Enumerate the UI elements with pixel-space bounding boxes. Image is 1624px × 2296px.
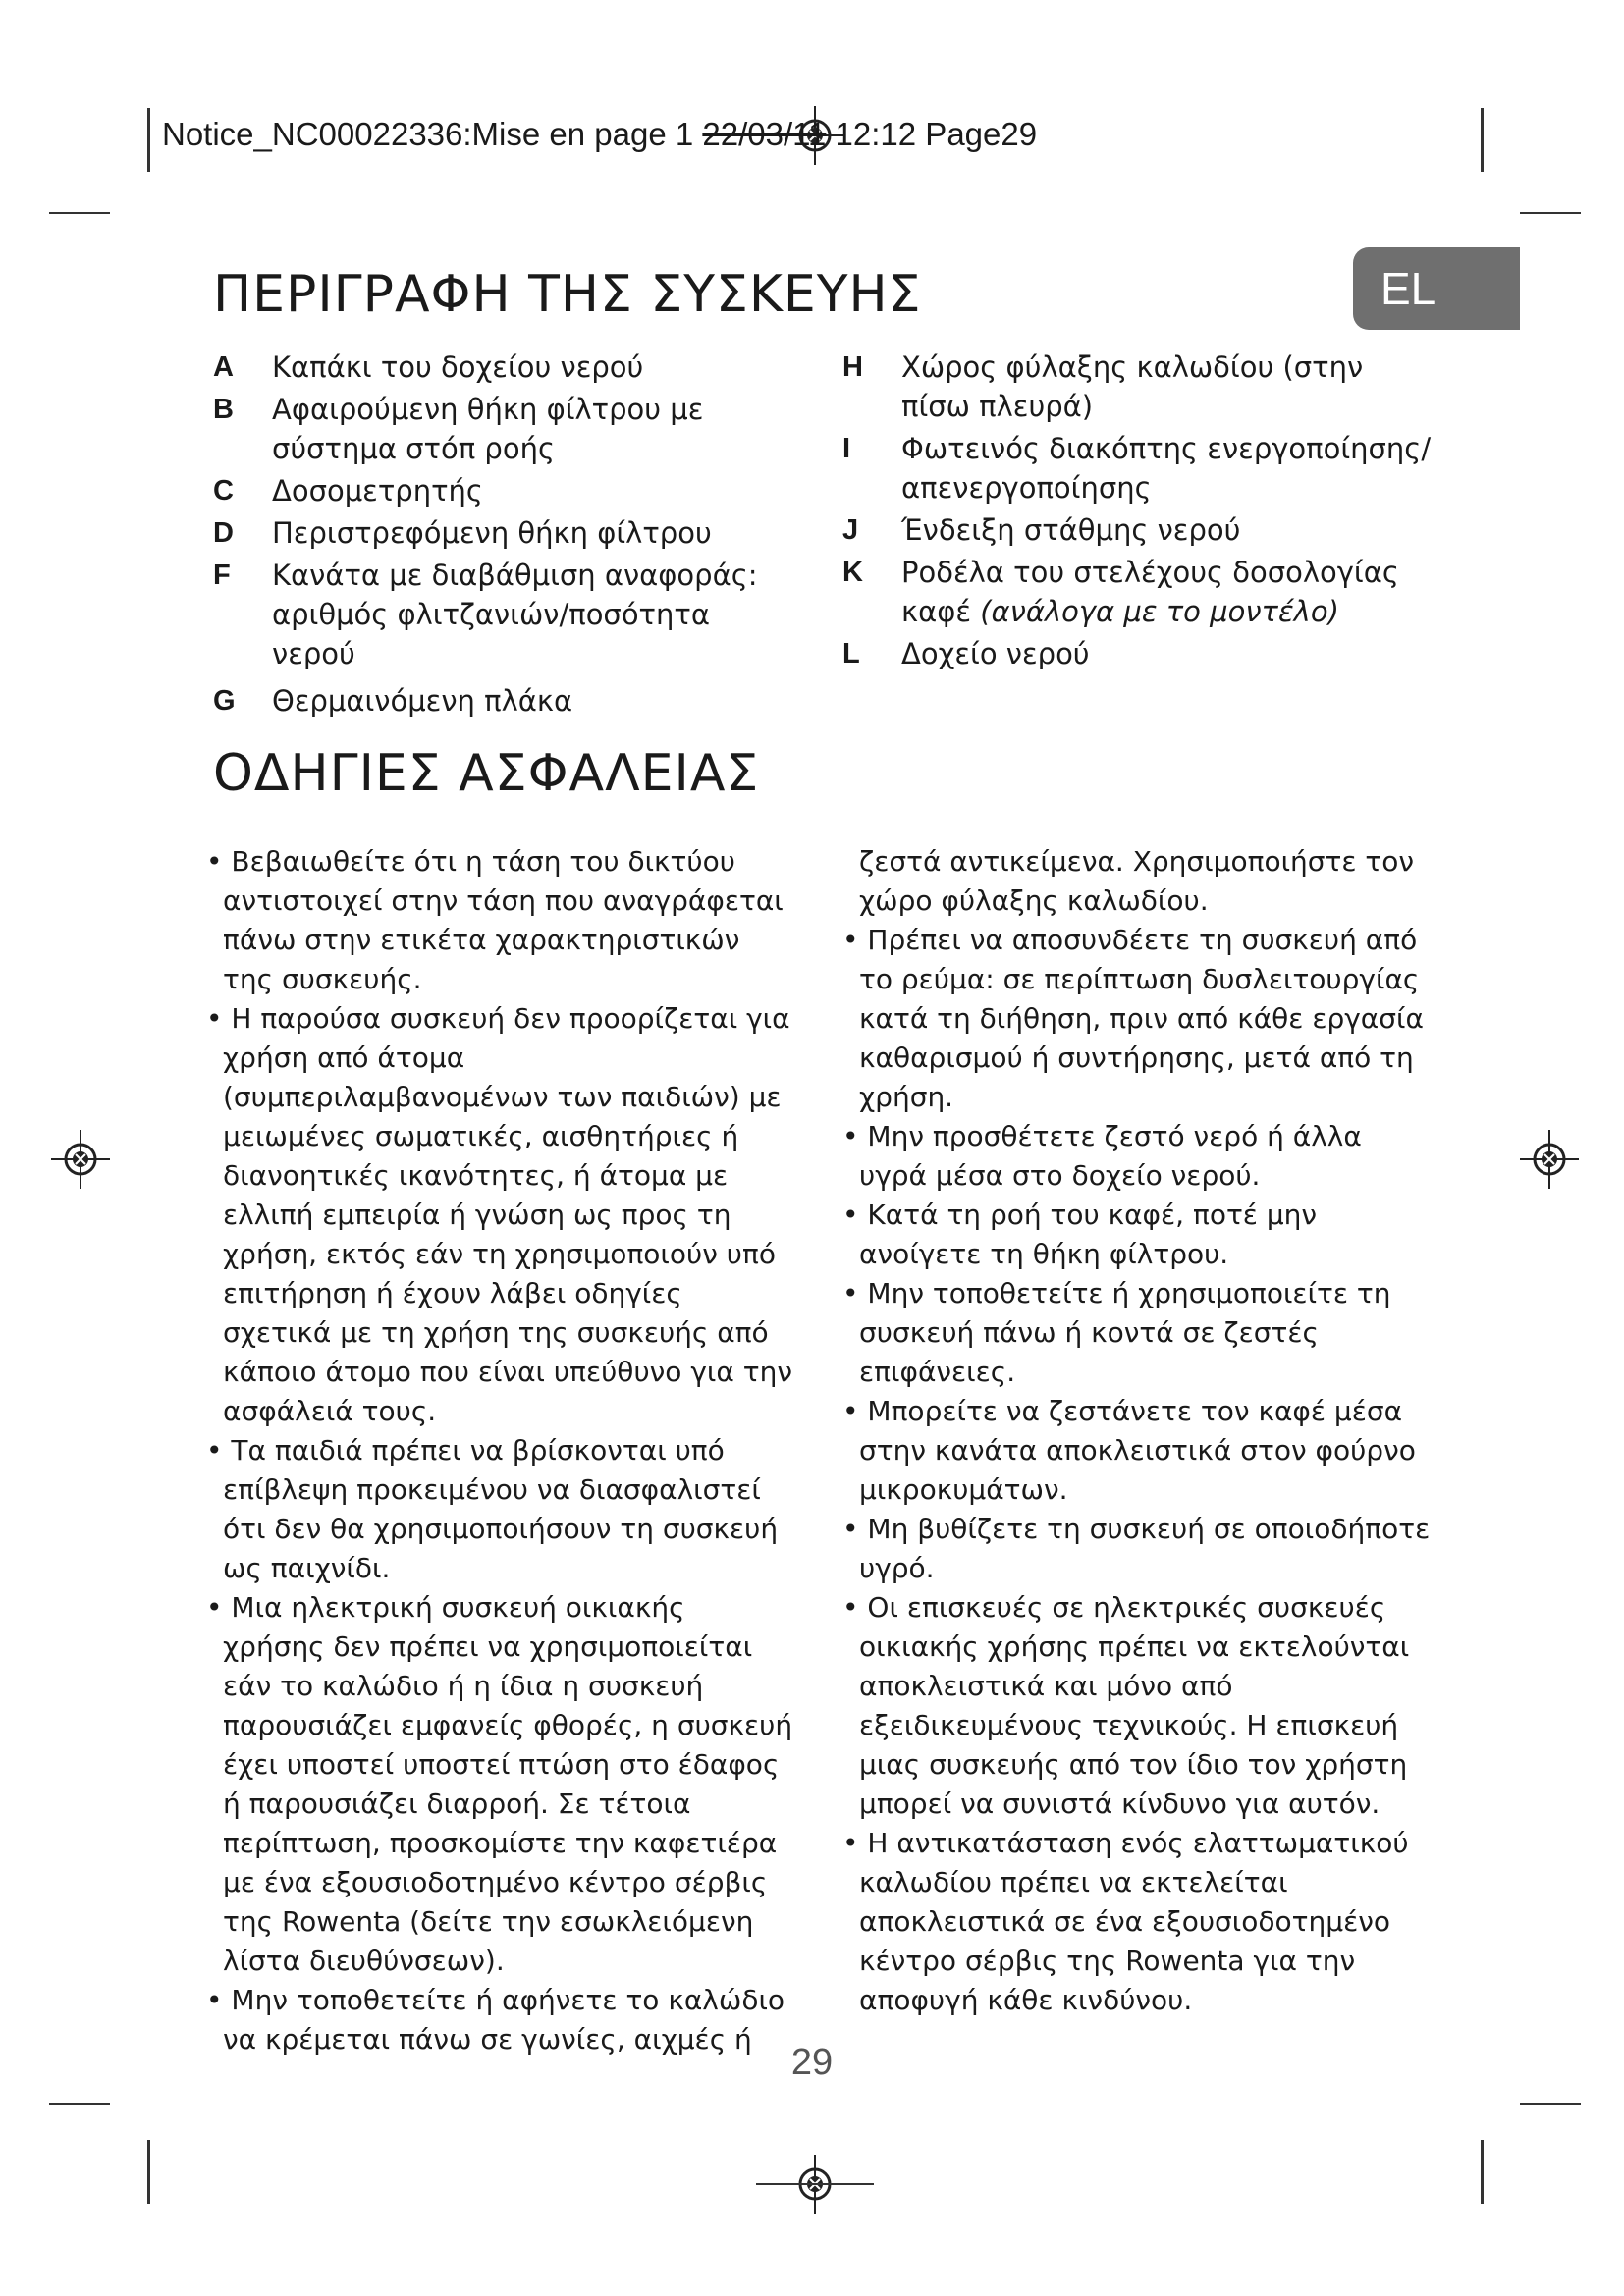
part-item: A Καπάκι του δοχείου νερού bbox=[213, 350, 644, 384]
language-tab bbox=[1353, 247, 1520, 330]
safety-item: • Οι επισκευές σε ηλεκτρικές συσκευές οικιακής χρήσης πρέπει να εκτελούνται αποκλειστικά και μόνο από εξειδικευμένους τεχνικούς. Η επισκευή μιας συσκευής από τον ίδιο τον χρήστη μπορεί να συνιστά κίνδυνο για αυτόν. bbox=[842, 1591, 1410, 1820]
safety-item: • Μην προσθέτετε ζεστό νερό ή άλλα υγρά μέσα στο δοχείο νερού. bbox=[842, 1120, 1362, 1192]
part-item: C Δοσομετρητής bbox=[213, 474, 483, 507]
part-item: L Δοχείο νερού bbox=[842, 637, 1090, 670]
crop-mark-top-left-horizontal bbox=[49, 212, 110, 214]
crop-mark-top-right-vertical bbox=[1481, 108, 1484, 172]
crop-mark-bottom-right-vertical bbox=[1481, 2140, 1484, 2204]
crop-mark-top-left-vertical bbox=[147, 108, 150, 172]
safety-item: • Κατά τη ροή του καφέ, ποτέ μην ανοίγετε τη θήκη φίλτρου. bbox=[842, 1199, 1318, 1270]
part-item: K Ροδέλα του στελέχους δοσολογίας καφέ (ανάλογα με το μοντέλο) bbox=[842, 556, 1399, 628]
safety-item: • Τα παιδιά πρέπει να βρίσκονται υπό επίβλεψη προκειμένου να διασφαλιστεί ότι δεν θα χρησιμοποιήσουν τη συσκευή ως παιχνίδι. bbox=[206, 1434, 779, 1584]
safety-column-right bbox=[842, 842, 1432, 2020]
part-item: H Χώρος φύλαξης καλωδίου (στην πίσω πλευρά) bbox=[842, 350, 1364, 423]
language-code: EL bbox=[1380, 263, 1436, 314]
crop-mark-bottom-right-horizontal bbox=[1520, 2103, 1581, 2105]
part-item: I Φωτεινός διακόπτης ενεργοποίησης/απενεργοποίησης bbox=[842, 432, 1432, 505]
crop-mark-bottom-left-vertical bbox=[147, 2140, 150, 2204]
safety-item: • Μια ηλεκτρική συσκευή οικιακής χρήσης δεν πρέπει να χρησιμοποιείται εάν το καλώδιο ή η ίδια η συσκευή παρουσιάζει εμφανείς φθορές, η συσκευή έχει υποστεί υποστεί πτώση στο έδαφος ή παρουσιάζει διαρροή. Σε τέτοια περίπτωση, προσκομίστε την καφετιέρα με ένα εξουσιοδοτημένο κέντρο σέρβις της Rowenta (δείτε την εσωκλειόμενη λίστα διευθύνσεων). bbox=[206, 1591, 793, 1977]
safety-item: • Βεβαιωθείτε ότι η τάση του δικτύου αντιστοιχεί στην τάση που αναγράφεται πάνω στην ετικέτα χαρακτηριστικών της συσκευής. bbox=[206, 845, 784, 995]
safety-item: • Μη βυθίζετε τη συσκευή σε οποιοδήποτε υγρό. bbox=[842, 1513, 1431, 1584]
part-item: J Ένδειξη στάθμης νερού bbox=[842, 513, 1241, 547]
registration-line-bottom bbox=[756, 2183, 874, 2185]
parts-list-left bbox=[213, 347, 802, 723]
safety-item-continued: ζεστά αντικείμενα. Χρησιμοποιήστε τον χώρο φύλαξης καλωδίου. bbox=[859, 845, 1415, 917]
safety-item: • Πρέπει να αποσυνδέετε τη συσκευή από το ρεύμα: σε περίπτωση δυσλειτουργίας κατά τη διήθηση, πριν από κάθε εργασία καθαρισμού ή συντήρησης, μετά από τη χρήση. bbox=[842, 924, 1424, 1113]
safety-item: • Μην τοποθετείτε ή αφήνετε το καλώδιο να κρέμεται πάνω σε γωνίες, αιχμές ή bbox=[206, 1984, 785, 2056]
registration-mark-right-icon bbox=[1520, 1130, 1579, 1189]
crop-mark-bottom-left-horizontal bbox=[49, 2103, 110, 2105]
page-number: 29 bbox=[790, 2042, 834, 2083]
safety-item: • Μπορείτε να ζεστάνετε τον καφέ μέσα στην κανάτα αποκλειστικά στον φούρνο μικροκυμάτων. bbox=[842, 1395, 1416, 1506]
safety-title: ΟΔΗΓΙΕΣ ΑΣΦΑΛΕΙΑΣ bbox=[213, 744, 760, 803]
crop-mark-top-right-horizontal bbox=[1520, 212, 1581, 214]
description-title: ΠΕΡΙΓΡΑΦΗ ΤΗΣ ΣΥΣΚΕΥΗΣ bbox=[213, 265, 922, 324]
part-item: F Κανάτα με διαβάθμιση αναφοράς: αριθμός φλιτζανιών/ποσότητα νερού bbox=[213, 559, 758, 670]
parts-list-right bbox=[842, 347, 1432, 676]
print-slug bbox=[162, 116, 1037, 153]
slug-file: Notice_NC00022336:Mise en page 1 bbox=[162, 116, 703, 152]
part-item: G Θερμαινόμενη πλάκα bbox=[213, 684, 573, 718]
safety-item: • Η αντικατάσταση ενός ελαττωματικού καλωδίου πρέπει να εκτελείται αποκλειστικά σε ένα εξουσιοδοτημένο κέντρο σέρβις της Rowenta για την αποφυγή κάθε κινδύνου. bbox=[842, 1827, 1409, 2016]
safety-item: • Η παρούσα συσκευή δεν προορίζεται για χρήση από άτομα (συμπεριλαμβανομένων των παιδιών) με μειωμένες σωματικές, αισθητήριες ή διανοητικές ικανότητες, ή άτομα με ελλιπή εμπειρία ή γνώση ως προς τη χρήση, εκτός εάν τη χρησιμοποιούν υπό επιτήρηση ή έχουν λάβει οδηγίες σχετικά με τη χρήση της συσκευής από κάποιο άτομο που είναι υπεύθυνο για την ασφάλειά τους. bbox=[206, 1002, 792, 1427]
slug-date: 22/03/11 bbox=[702, 116, 827, 152]
part-item: B Αφαιρούμενη θήκη φίλτρου με σύστημα στόπ ροής bbox=[213, 393, 704, 465]
slug-time-page: 12:12 Page29 bbox=[826, 116, 1038, 152]
registration-mark-left-icon bbox=[51, 1130, 110, 1189]
safety-column-left bbox=[206, 842, 795, 2059]
safety-item: • Μην τοποθετείτε ή χρησιμοποιείτε τη συσκευή πάνω ή κοντά σε ζεστές επιφάνειες. bbox=[842, 1277, 1391, 1388]
part-item: D Περιστρεφόμενη θήκη φίλτρου bbox=[213, 516, 712, 550]
